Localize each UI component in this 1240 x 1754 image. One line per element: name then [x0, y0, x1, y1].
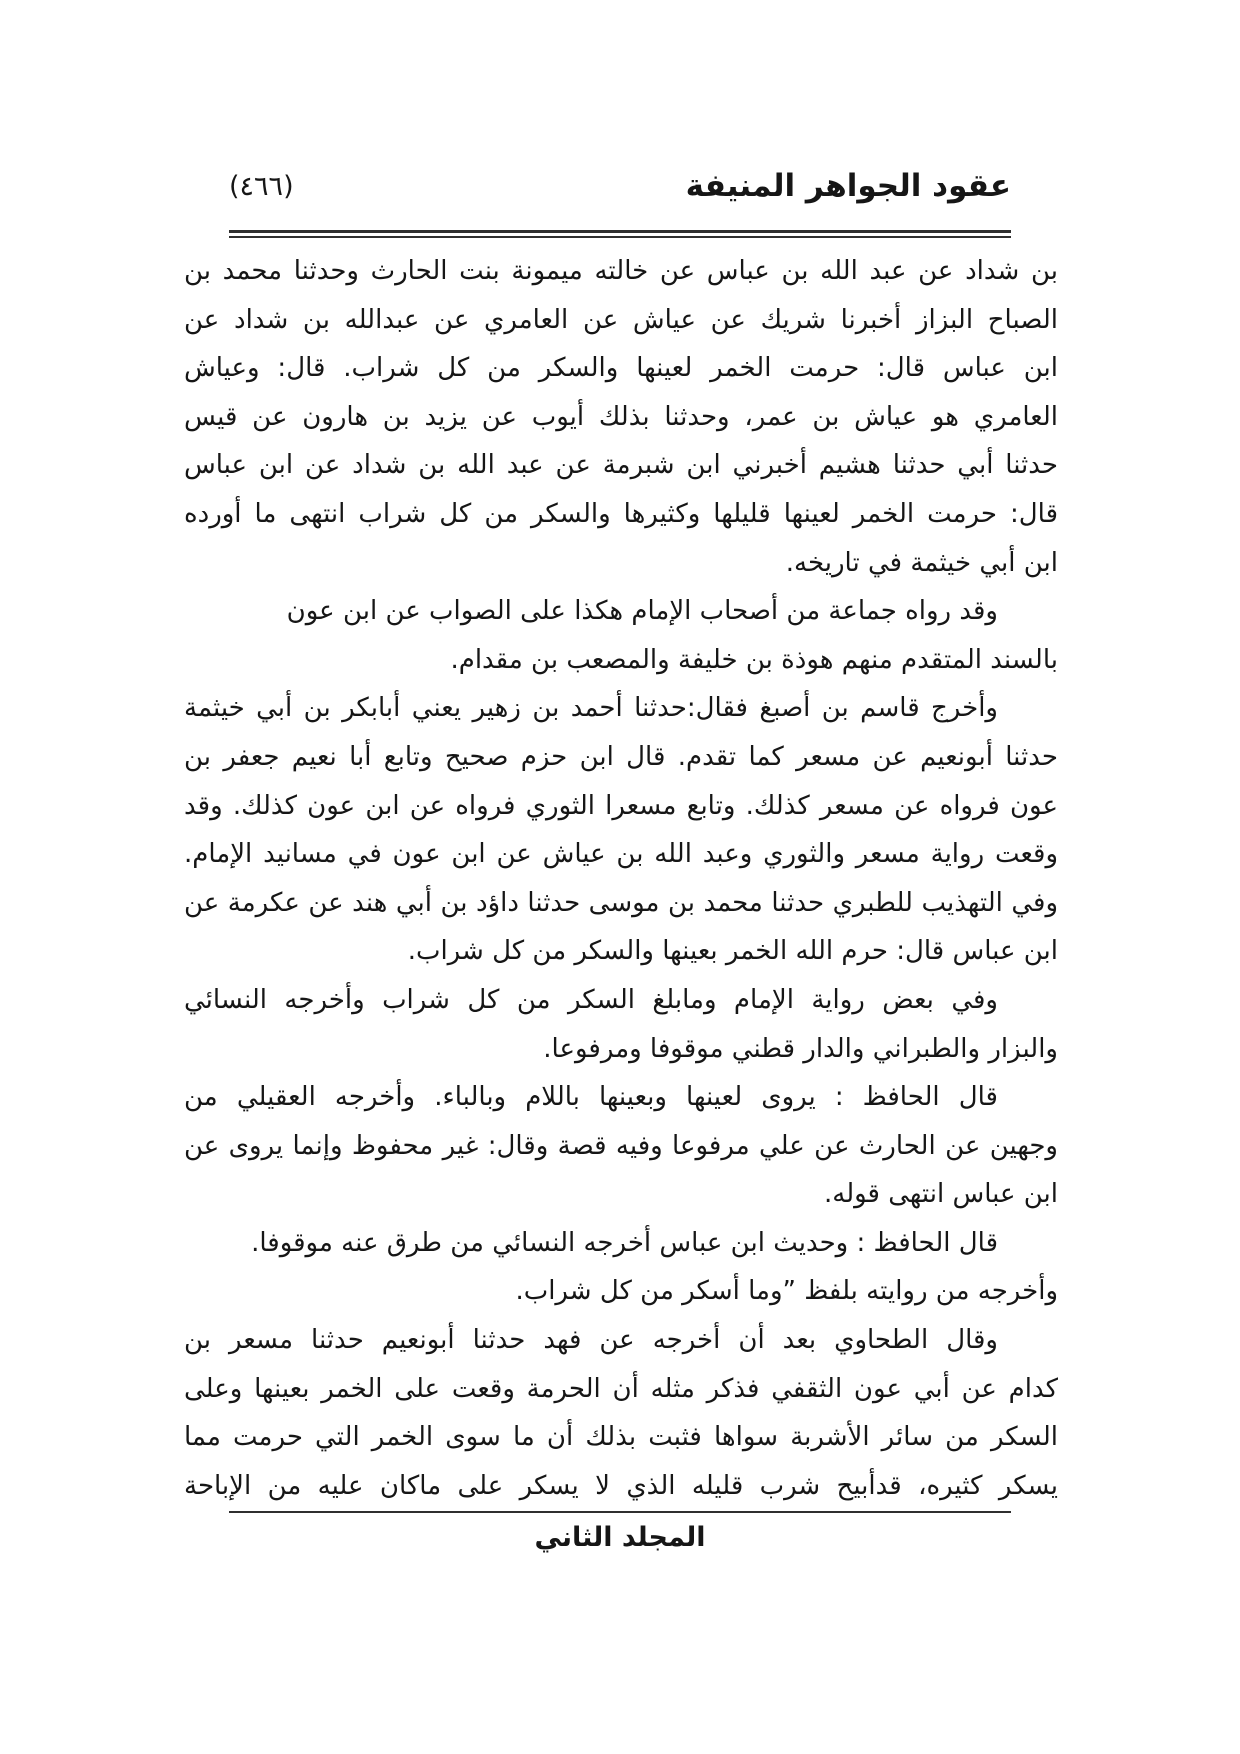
body-line: والبزار والطبراني والدار قطني موقوفا ومرفوعا. — [543, 1033, 1058, 1064]
page-body — [184, 247, 1058, 1510]
body-line: العامري هو عياش بن عمر، وحدثنا بذلك أيوب عن يزيد بن هارون عن قيس — [184, 401, 1058, 432]
body-line: عون فرواه عن مسعر كذلك. وتابع مسعرا الثوري فرواه عن ابن عون كذلك. وقد — [184, 790, 1058, 821]
header-rule — [229, 230, 1011, 238]
page-number: (٤٦٦) — [229, 171, 294, 202]
body-line: قال الحافظ : وحديث ابن عباس أخرجه النسائي من طرق عنه موقوفا. — [251, 1227, 998, 1258]
body-line: وفي بعض رواية الإمام ومابلغ السكر من كل شراب وأخرجه النسائي — [184, 984, 998, 1015]
body-line: ابن عباس انتهى قوله. — [823, 1179, 1058, 1210]
body-line: كدام عن أبي عون الثقفي فذكر مثله أن الحرمة وقعت على الخمر بعينها وعلى — [184, 1373, 1058, 1404]
body-line: وقال الطحاوي بعد أن أخرجه عن فهد حدثنا أبونعيم حدثنا مسعر بن — [184, 1325, 998, 1356]
book-title: عقود الجواهر المنيفة — [685, 168, 1011, 204]
body-line: السكر من سائر الأشربة سواها فثبت بذلك أن ما سوى الخمر التي حرمت مما — [184, 1422, 1058, 1453]
body-line: قال الحافظ : يروى لعينها وبعينها باللام وبالباء. وأخرجه العقيلي من — [184, 1082, 998, 1113]
body-line: حدثنا أبي حدثنا هشيم أخبرني ابن شبرمة عن عبد الله بن شداد عن ابن عباس — [184, 450, 1058, 481]
volume-label: المجلد الثاني — [534, 1522, 706, 1553]
body-line: ابن عباس قال: حرمت الخمر لعينها والسكر من كل شراب. قال: وعياش — [184, 353, 1058, 384]
body-line: بالسند المتقدم منهم هوذة بن خليفة والمصعب بن مقدام. — [450, 644, 1058, 675]
body-line: وفي التهذيب للطبري حدثنا محمد بن موسى حدثنا داؤد بن أبي هند عن عكرمة عن — [184, 887, 1058, 918]
body-line: وأخرج قاسم بن أصبغ فقال:حدثنا أحمد بن زهير يعني أبابكر بن أبي خيثمة — [184, 693, 998, 724]
body-line: بن شداد عن عبد الله بن عباس عن خالته ميمونة بنت الحارث وحدثنا محمد بن — [184, 256, 1058, 286]
body-line: ابن أبي خيثمة في تاريخه. — [785, 547, 1058, 578]
body-line: يسكر كثيره، قدأبيح شرب قليله الذي لا يسكر على ماكان عليه من الإباحة — [184, 1470, 1058, 1501]
body-line: وجهين عن الحارث عن علي مرفوعا وفيه قصة وقال: غير محفوظ وإنما يروى عن — [184, 1130, 1058, 1161]
footer-rule — [229, 1511, 1011, 1513]
page-header — [229, 168, 1011, 204]
body-line: قال: حرمت الخمر لعينها قليلها وكثيرها والسكر من كل شراب انتهى ما أورده — [184, 498, 1058, 529]
body-line: وأخرجه من روايته بلفظ ”وما أسكر من كل شراب. — [515, 1276, 1058, 1307]
page-footer — [0, 1522, 1240, 1553]
body-line: وقد رواه جماعة من أصحاب الإمام هكذا على الصواب عن ابن عون — [286, 596, 998, 627]
body-line: ابن عباس قال: حرم الله الخمر بعينها والسكر من كل شراب. — [407, 936, 1058, 967]
body-line: حدثنا أبونعيم عن مسعر كما تقدم. قال ابن حزم صحيح وتابع أبا نعيم جعفر بن — [184, 741, 1058, 772]
body-line: الصباح البزاز أخبرنا شريك عن عياش عن العامري عن عبدالله بن شداد عن — [184, 304, 1058, 335]
body-line: وقعت رواية مسعر والثوري وعبد الله بن عياش عن ابن عون في مسانيد الإمام. — [184, 839, 1058, 870]
